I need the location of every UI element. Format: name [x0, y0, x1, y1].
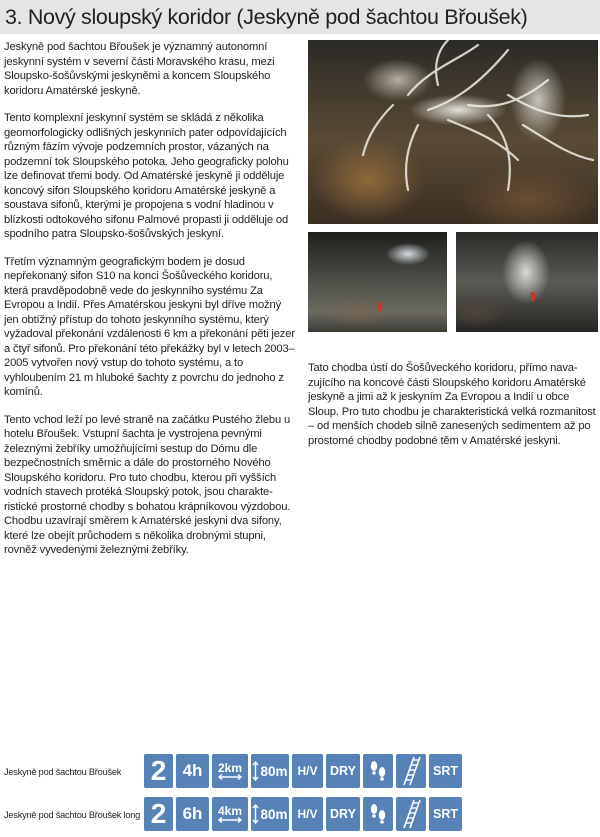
- legend-label: Jeskyně pod šachtou Břoušek: [4, 767, 122, 777]
- ladder-badge: [396, 797, 426, 831]
- left-text-column: [4, 40, 296, 571]
- cave-photo-formations: [308, 40, 598, 224]
- distance-badge: [212, 797, 248, 831]
- legend-label: Jeskyně pod šachtou Břoušek long: [4, 810, 141, 820]
- hv-badge: H/V: [292, 797, 323, 831]
- ladder-icon: [398, 799, 424, 829]
- legend-row-long: [0, 797, 600, 835]
- footprints-icon: [368, 759, 388, 783]
- srt-badge: SRT: [429, 797, 462, 831]
- paragraph-system: Tento komplexní jeskynní systém se skládá z několika geomorfologicky odlišných jeskynních pater odpovídajících různým fázím vývoje podzemních prostor, vázaných na podzemní tok Sloupského potoka. Jeho geograficky polohu lze definovat třemi body. Od Amatérské jeskyně ji odděluje koncový sifon Sloupského koridoru Amatérské jeskyně a soustava sifonů, kterými je propojena s vodní hladinou v blízkosti odtokového sifonu Palmové propasti ji odděluje od spodního patra Sloupsko-šošůvských jeskyní.: [4, 112, 289, 240]
- duration-badge: 4h: [176, 754, 209, 788]
- distance-badge: [212, 754, 248, 788]
- depth-badge: [251, 754, 289, 788]
- depth-value: 80m: [260, 806, 288, 822]
- paragraph-corridor: Tato chodba ústí do Šošůveckého koridoru, přímo navazujícího na koncové části Sloupského koridoru Amatérské jeskyně a jimi až k jeskyním Za Evropou a Indií u obce Sloup. Pro tuto chodbu je charakteristická velká rozmanitost – od menších chodeb silně zanesených sedimentem až po prostorné chodby podobné těm v Amatérské jeskyni.: [308, 362, 596, 447]
- duration-badge: 6h: [176, 797, 209, 831]
- difficulty-grade-badge: 2: [144, 754, 173, 788]
- distance-value: 2km: [217, 761, 243, 775]
- ladder-icon: [398, 756, 424, 786]
- distance-value: 4km: [217, 804, 243, 818]
- footprints-badge: [363, 797, 393, 831]
- horizontal-arrow-icon: [217, 817, 243, 823]
- cave-photo-passage-left: [308, 232, 447, 332]
- ladder-badge: [396, 754, 426, 788]
- footprints-icon: [368, 802, 388, 826]
- hv-badge: H/V: [292, 754, 323, 788]
- cave-photo-passage-right: [456, 232, 598, 332]
- horizontal-arrow-icon: [217, 774, 243, 780]
- srt-badge: SRT: [429, 754, 462, 788]
- caver-figure: [378, 302, 382, 311]
- paragraph-third-point: Třetím významným geografickým bodem je dosud nepřekonaný sifon S10 na konci Šošůveckého koridoru, která pravděpodobně vede do jeskynního systému Za Evropou a Indií. Přes Amatérskou jeskyni byl dříve možný jen obtížný přístup do tohoto jeskynního systému, který vyžadoval překonání vzdálenosti 6 km a překonání pěti jezer a čtyř sifonů. Pro překonání této překážky byl v letech 2003–2005 vytvořen nový vstup do tohoto systému, a to vyhloubením 21 m hluboké šachty z povrchu do jednoho z komínů.: [4, 255, 295, 398]
- page-title: 3. Nový sloupský koridor (Jeskyně pod šachtou Břoušek): [0, 0, 600, 34]
- difficulty-grade-badge: 2: [144, 797, 173, 831]
- paragraph-intro: Jeskyně pod šachtou Břoušek je významný autonomní jeskynní systém v severní části Moravského krasu, mezi Sloupsko-šošůvskými jeskyněmi a koncem Sloupského koridoru Amatérské jeskyně.: [4, 41, 275, 97]
- paragraph-entrance: Tento vchod leží po levé straně na začátku Pustého žlebu u hotelu Břoušek. Vstupní šachta je vystrojena pevnými železnými žebříky umožňujícími sestup do Dómu dle bezpečnostních směrnic a dále do prostorného Nového Sloupského koridoru. Pro tuto chodbu, kterou při vyšších vodních stavech protéká Sloupský potok, jsou charakteristické prostorné chodby s bohatou krápníkovou výzdobou. Chodbu uzavírají směrem k Amatérské jeskyni dva sifony, které lze obejít průchodem s několika drobnými stupni, rovněž vyvedenými železnými žebříky.: [4, 413, 291, 556]
- caver-figure: [531, 292, 535, 301]
- dry-badge: DRY: [326, 797, 360, 831]
- dry-badge: DRY: [326, 754, 360, 788]
- depth-badge: [251, 797, 289, 831]
- depth-value: 80m: [260, 763, 288, 779]
- vertical-arrow-icon: [252, 760, 259, 782]
- right-text-column: [308, 361, 596, 461]
- vertical-arrow-icon: [252, 803, 259, 825]
- footprints-badge: [363, 754, 393, 788]
- legend-row-short: [0, 754, 600, 792]
